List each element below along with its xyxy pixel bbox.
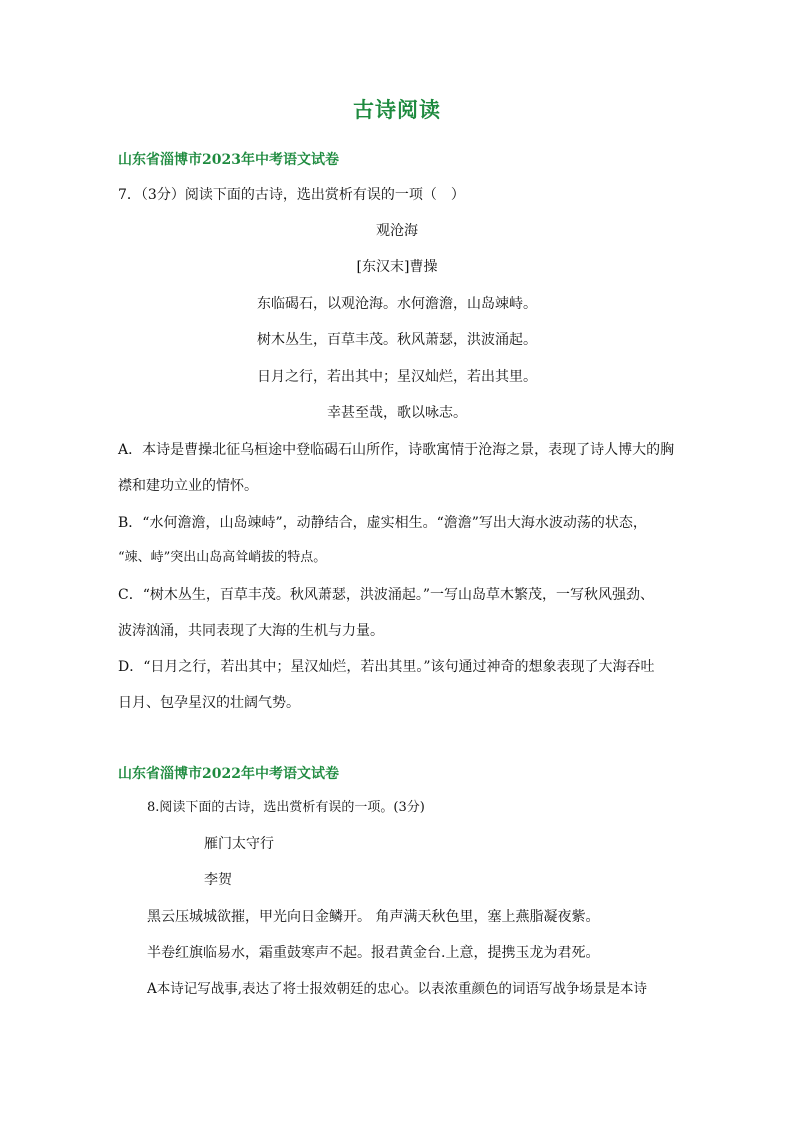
poem-line: 黑云压城城欲摧，甲光向日金鳞开。 角声满天秋色里，塞上燕脂凝夜紫。 bbox=[147, 909, 600, 925]
page-title: 古诗阅读 bbox=[353, 97, 441, 122]
option-d-cont: 日月、包孕星汉的壮阔气势。 bbox=[118, 695, 300, 711]
question-8: 8.阅读下面的古诗，选出赏析有误的一项。(3分) bbox=[147, 800, 425, 815]
option-d: D．“日月之行，若出其中；星汉灿烂，若出其里。”该句通过神奇的想象表现了大海吞吐 bbox=[118, 659, 655, 675]
option-a-cont: 襟和建功立业的情怀。 bbox=[118, 478, 258, 494]
poem-line: 日月之行，若出其中；星汉灿烂，若出其里。 bbox=[257, 369, 537, 385]
source-2023: 山东省淄博市2023年中考语文试卷 bbox=[118, 152, 339, 168]
poem-author-2: 李贺 bbox=[204, 872, 232, 888]
poem-line: 幸甚至哉，歌以咏志。 bbox=[327, 405, 467, 421]
option-a-2: A本诗记写战事,表达了将士报效朝廷的忠心。以表浓重颜色的词语写战争场景是本诗 bbox=[147, 981, 648, 997]
poem-title-2: 雁门太守行 bbox=[204, 836, 274, 852]
poem-title-1: 观沧海 bbox=[376, 223, 418, 239]
option-a: A．本诗是曹操北征乌桓途中登临碣石山所作，诗歌寓情于沧海之景，表现了诗人博大的胸 bbox=[118, 442, 675, 458]
poem-line: 东临碣石，以观沧海。水何澹澹，山岛竦峙。 bbox=[257, 296, 537, 312]
option-c-cont: 波涛汹涌，共同表现了大海的生机与力量。 bbox=[118, 623, 384, 639]
poem-author-1: [东汉末]曹操 bbox=[356, 259, 438, 275]
option-c: C．“树木丛生，百草丰茂。秋风萧瑟，洪波涌起。”一写山岛草木繁茂，一写秋风强劲、 bbox=[118, 587, 655, 603]
question-7: 7．（3分）阅读下面的古诗，选出赏析有误的一项（ ） bbox=[118, 187, 465, 203]
option-b-cont: “竦、峙”突出山岛高耸峭拔的特点。 bbox=[118, 550, 327, 565]
poem-line: 半卷红旗临易水，霜重鼓寒声不起。报君黄金台.上意，提携玉龙为君死。 bbox=[147, 945, 600, 961]
source-2022: 山东省淄博市2022年中考语文试卷 bbox=[118, 766, 339, 782]
poem-line: 树木丛生，百草丰茂。秋风萧瑟，洪波涌起。 bbox=[257, 332, 537, 348]
option-b: B．“水何澹澹，山岛竦峙”，动静结合，虚实相生。“澹澹”写出大海水波动荡的状态， bbox=[118, 515, 647, 531]
